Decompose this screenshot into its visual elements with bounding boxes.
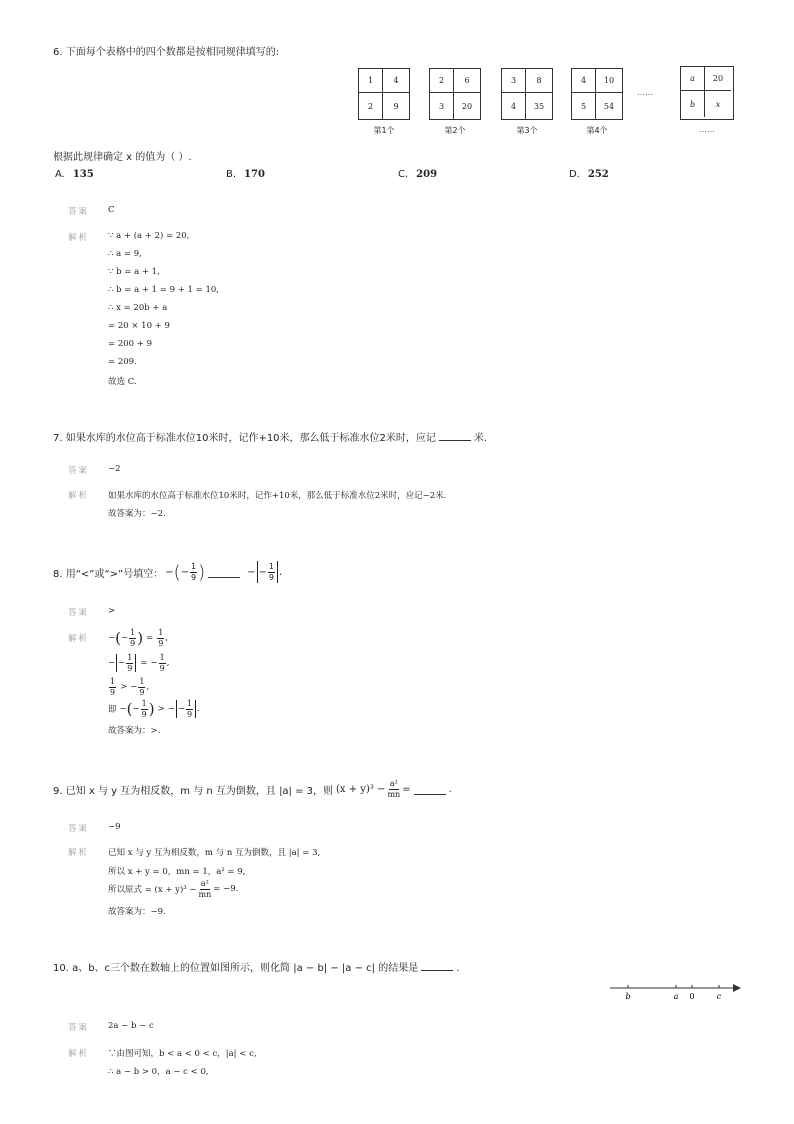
table-cell: 4 xyxy=(502,93,526,119)
q9-stem-text: 9. 已知 x 与 y 互为相反数，m 与 n 互为倒数，且 |a| = 3，则 xyxy=(53,785,334,797)
analysis-line: = 20 × 10 + 9 xyxy=(108,321,170,331)
fraction xyxy=(159,654,166,673)
abs-bar xyxy=(135,654,136,672)
analysis-line: 所以 x + y = 0，mn = 1，a² = 9, xyxy=(108,867,246,877)
analysis-label: 解析 xyxy=(68,1049,90,1059)
number-line xyxy=(605,980,745,1004)
minus-sign: − xyxy=(132,704,140,714)
option-value: 135 xyxy=(72,169,94,180)
fraction xyxy=(198,880,213,899)
table-cell: 9 xyxy=(393,101,399,111)
abs-bar xyxy=(277,561,278,583)
fraction-denominator: 9 xyxy=(139,687,145,697)
greater-than: > xyxy=(120,682,128,692)
analysis-label: 解析 xyxy=(68,233,90,243)
fraction-numerator: a² xyxy=(200,878,209,888)
fraction-numerator: 1 xyxy=(139,676,145,686)
q7-stem-text: 7. 如果水库的水位高于标准水位10米时，记作+10米，那么低于标准水位2米时，应记 xyxy=(53,433,436,444)
q6-table-2 xyxy=(429,68,481,120)
q6-dots: …… xyxy=(637,88,653,97)
fraction-numerator: 1 xyxy=(191,561,197,571)
fraction xyxy=(138,678,145,697)
period: . xyxy=(448,783,452,795)
minus-sign: − xyxy=(108,633,116,643)
analysis-line: ∴ a = 9, xyxy=(108,249,142,259)
minus-sign: − xyxy=(118,658,126,668)
fraction-numerator: 1 xyxy=(158,627,164,637)
table-caption: 第4个 xyxy=(586,126,608,135)
table-cell: 3 xyxy=(430,93,454,119)
comma: , xyxy=(166,658,170,668)
analysis-line: 如果水库的水位高于标准水位10米时，记作+10米，那么低于标准水位2米时，应记−2米. xyxy=(108,491,447,501)
option-b[interactable] xyxy=(226,169,265,180)
table-cell: 20 xyxy=(705,67,731,91)
fraction-denominator: 9 xyxy=(191,572,197,582)
analysis-line: ∴ a − b > 0，a − c < 0, xyxy=(108,1067,209,1077)
minus-sign: − xyxy=(120,633,129,643)
analysis-line: 故答案为：>. xyxy=(108,726,161,736)
analysis-text: 所以原式 = (x + y)³ − xyxy=(108,885,197,895)
option-key: C. xyxy=(398,169,409,180)
analysis-line: ∵ a + (a + 2) = 20, xyxy=(108,231,190,241)
equals-sign: = xyxy=(140,658,148,668)
table-cell: 35 xyxy=(533,101,545,111)
fraction-numerator: 1 xyxy=(159,652,165,662)
table-cell: 2 xyxy=(359,93,383,119)
q7-stem-end: 米. xyxy=(473,433,488,444)
analysis-text: = −9. xyxy=(213,884,239,894)
axis-label-c: c xyxy=(716,992,722,1001)
fraction-denominator: 9 xyxy=(130,638,136,648)
minus-sign: − xyxy=(165,566,174,578)
option-key: A. xyxy=(55,169,65,180)
table-cell: 54 xyxy=(603,101,615,111)
table-cell: 5 xyxy=(572,93,596,119)
minus-sign: − xyxy=(180,566,190,578)
abs-bar xyxy=(176,700,177,718)
option-value: 209 xyxy=(416,169,438,180)
answer-value: > xyxy=(108,606,116,616)
table-cell: 4 xyxy=(572,69,596,93)
q6-table-1 xyxy=(358,68,410,120)
period: . xyxy=(197,704,200,714)
analysis-label: 解析 xyxy=(68,848,90,858)
fraction xyxy=(386,780,401,799)
q9-stem xyxy=(53,775,452,803)
axis-label-a: a xyxy=(673,992,679,1001)
analysis-label: 解析 xyxy=(68,491,90,501)
table-cell: x xyxy=(715,99,721,109)
answer-label: 答案 xyxy=(68,466,90,476)
fraction-numerator: 1 xyxy=(141,698,147,708)
comma: , xyxy=(165,633,168,643)
table-cell: 1 xyxy=(359,69,383,93)
minus-sign: − xyxy=(130,682,138,692)
left-paren: ( xyxy=(115,629,121,647)
fraction-denominator: 9 xyxy=(141,709,147,719)
left-paren: ( xyxy=(173,561,181,583)
abs-bar xyxy=(116,654,117,672)
option-value: 252 xyxy=(587,169,609,180)
fraction-numerator: 1 xyxy=(110,676,116,686)
fraction-numerator: 1 xyxy=(268,561,275,571)
fraction xyxy=(190,563,197,582)
minus-sign: − xyxy=(108,658,116,668)
q8-stem-text: 8. 用“<”或“>”号填空： xyxy=(53,568,164,580)
fraction xyxy=(129,629,136,648)
table-cell: 6 xyxy=(454,69,480,93)
equals-sign: = xyxy=(146,633,154,643)
period: . xyxy=(456,963,460,974)
fraction xyxy=(126,654,133,673)
minus-sign: − xyxy=(247,566,256,578)
analysis-line: 已知 x 与 y 互为相反数，m 与 n 互为倒数，且 |a| = 3, xyxy=(108,848,321,858)
fraction-numerator: 1 xyxy=(130,627,136,637)
analysis-line: = 200 + 9 xyxy=(108,339,152,349)
prefix-text: 即 xyxy=(108,705,117,715)
arrow-head xyxy=(733,984,741,992)
answer-blank[interactable] xyxy=(414,784,446,795)
analysis-line: ∴ x = 20b + a xyxy=(108,303,168,313)
option-key: B. xyxy=(226,169,237,180)
analysis-line: 故答案为：−2. xyxy=(108,509,166,519)
analysis-line: ∵ b = a + 1, xyxy=(108,267,160,277)
axis-label-zero: 0 xyxy=(689,992,695,1001)
fraction xyxy=(157,629,164,648)
fraction-denominator: 9 xyxy=(268,572,275,582)
fraction-denominator: 9 xyxy=(159,663,165,673)
fraction-denominator: 9 xyxy=(186,709,193,719)
minus-sign: − xyxy=(119,704,127,714)
fraction-numerator: 1 xyxy=(127,652,133,662)
analysis-line xyxy=(108,877,238,901)
answer-label: 答案 xyxy=(68,608,90,618)
axis-label-b: b xyxy=(625,992,631,1001)
option-d[interactable] xyxy=(569,169,609,180)
q6-ask: 根据此规律确定 x 的值为（ ）. xyxy=(53,152,192,163)
option-value: 170 xyxy=(244,169,265,180)
table-cell: 3 xyxy=(502,69,526,93)
answer-value: C xyxy=(108,205,115,215)
fraction xyxy=(186,700,193,719)
comma: , xyxy=(146,682,150,692)
right-paren: ) xyxy=(198,561,206,583)
fraction-numerator: 1 xyxy=(186,698,193,708)
equals-sign: = xyxy=(402,783,411,795)
table-cell: a xyxy=(681,67,705,91)
table-cell: 8 xyxy=(526,69,552,93)
answer-value: −9 xyxy=(108,822,121,832)
abs-bar xyxy=(195,700,196,718)
fraction-denominator: mn xyxy=(198,889,212,899)
table-cell: b xyxy=(681,91,705,117)
fraction-denominator: 9 xyxy=(127,663,133,673)
left-paren: ( xyxy=(126,700,133,718)
fraction xyxy=(268,563,275,582)
analysis-line: 故选 C. xyxy=(108,377,137,387)
answer-label: 答案 xyxy=(68,1023,90,1033)
analysis-line xyxy=(108,626,168,650)
analysis-line xyxy=(108,696,200,722)
table-caption: …… xyxy=(699,125,715,134)
q8-stem xyxy=(53,557,282,587)
option-a[interactable] xyxy=(55,169,94,180)
q9-expression: (x + y)³ − xyxy=(336,783,386,795)
answer-label: 答案 xyxy=(68,207,90,217)
table-cell: 2 xyxy=(430,69,454,93)
q6-table-5 xyxy=(680,66,734,120)
greater-than: > xyxy=(157,704,165,714)
minus-sign: − xyxy=(150,658,158,668)
fraction xyxy=(141,700,148,719)
abs-bar xyxy=(257,561,258,583)
q6-stem: 6. 下面每个表格中的四个数都是按相同规律填写的: xyxy=(53,47,280,58)
minus-sign: − xyxy=(167,704,175,714)
q6-table-4 xyxy=(571,68,623,120)
fraction xyxy=(109,678,116,697)
analysis-line: ∵由图可知，b < a < 0 < c，|a| < c, xyxy=(108,1049,257,1059)
analysis-line: ∴ b = a + 1 = 9 + 1 = 10, xyxy=(108,285,219,295)
table-caption: 第3个 xyxy=(516,126,538,135)
fraction-numerator: a² xyxy=(389,778,398,788)
analysis-line xyxy=(108,651,169,675)
table-caption: 第1个 xyxy=(373,126,395,135)
right-paren: ) xyxy=(148,700,155,718)
fraction-denominator: 9 xyxy=(110,687,116,697)
q7-stem xyxy=(53,429,487,444)
minus-sign: − xyxy=(177,704,185,714)
answer-label: 答案 xyxy=(68,824,90,834)
q6-table-3 xyxy=(501,68,553,120)
table-caption: 第2个 xyxy=(444,126,466,135)
analysis-label: 解析 xyxy=(68,634,90,644)
minus-sign: − xyxy=(258,566,267,578)
right-paren: ) xyxy=(137,629,144,647)
answer-value: −2 xyxy=(108,464,121,474)
option-key: D. xyxy=(569,169,580,180)
answer-blank[interactable] xyxy=(421,960,453,971)
fraction-denominator: mn xyxy=(387,789,401,799)
q10-stem-text: 10. a、b、c三个数在数轴上的位置如图所示，则化简 |a − b| − |a − c| 的结果是 xyxy=(53,963,419,974)
table-cell: 20 xyxy=(461,101,473,111)
analysis-line: 故答案为：−9. xyxy=(108,907,166,917)
period: . xyxy=(279,566,283,578)
answer-blank[interactable] xyxy=(208,567,240,578)
answer-value: 2a − b − c xyxy=(108,1021,154,1031)
q10-stem xyxy=(53,959,459,974)
analysis-line: = 209. xyxy=(108,357,137,367)
option-c[interactable] xyxy=(398,169,437,180)
answer-blank[interactable] xyxy=(439,430,471,441)
table-cell: 4 xyxy=(383,69,409,93)
table-cell: 10 xyxy=(596,69,622,93)
fraction-denominator: 9 xyxy=(158,638,164,648)
